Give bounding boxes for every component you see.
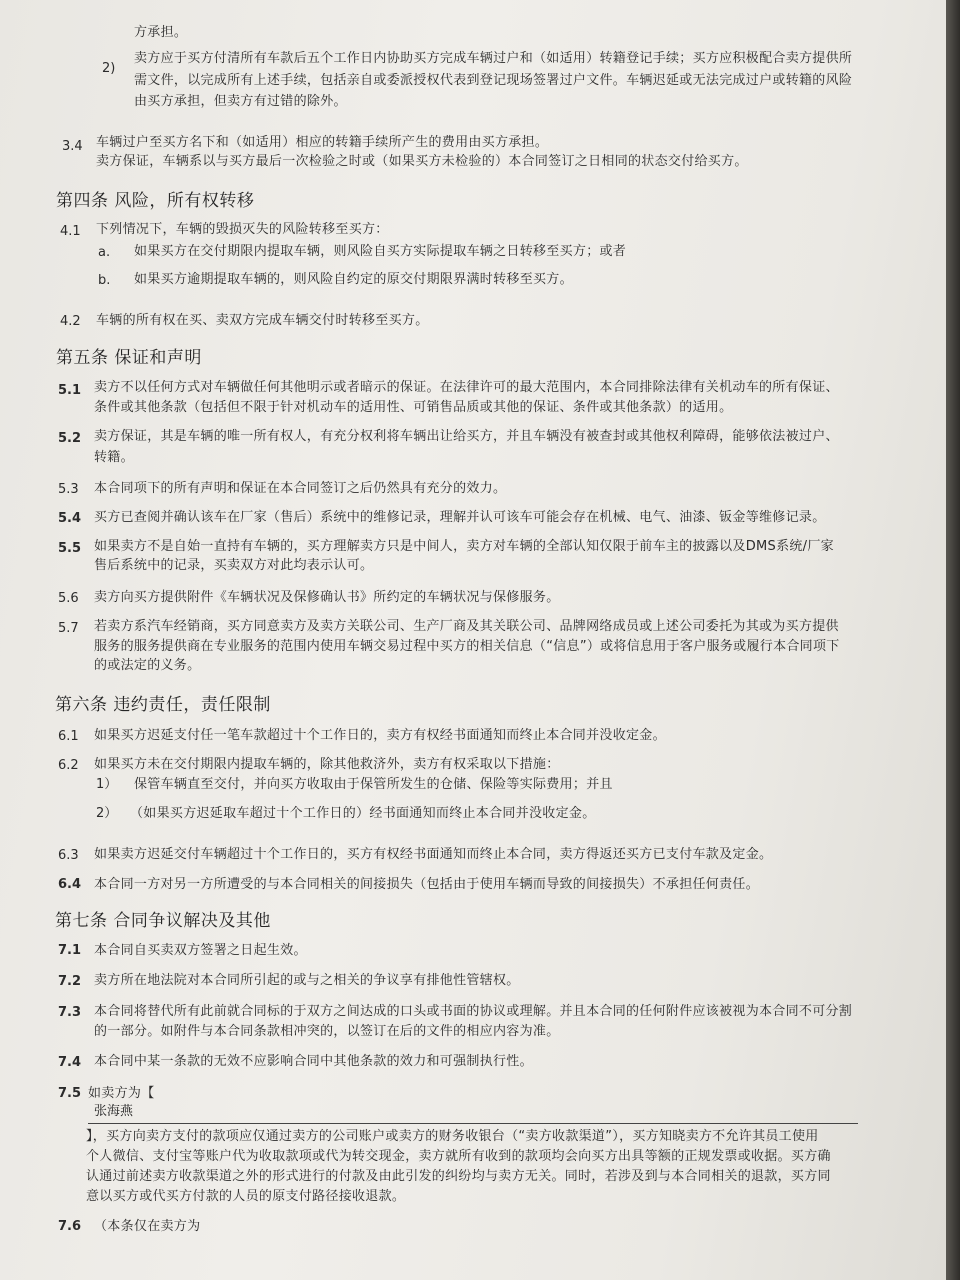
fill-in-blank [88, 1101, 858, 1124]
text-line: 如卖方为【 [88, 1086, 155, 1101]
text-line: 如果买方迟延支付任一笔车款超过十个工作日的，卖方有权经书面通知而终止本合同并没收定金。 [94, 728, 666, 743]
text-line: 买方已查阅并确认该车在厂家（售后）系统中的维修记录，理解并认可该车可能会存在机械、电气、油漆、钣金等维修记录。 [94, 510, 826, 525]
text-line: 卖方向买方提供附件《车辆状况及保修确认书》所约定的车辆状况与保修服务。 [94, 590, 560, 605]
text-line: 如果买方未在交付期限内提取车辆的，除其他救济外，卖方有权采取以下措施： [94, 757, 560, 772]
text-line: 卖方所在地法院对本合同所引起的或与之相关的争议享有排他性管辖权。 [94, 973, 520, 988]
section-heading: 第六条 违约责任，责任限制 [55, 695, 271, 715]
filled-seller-name: 张海燕 [94, 1104, 134, 1119]
text-line: 如果买方在交付期限内提取车辆，则风险自买方实际提取车辆之日转移至买方；或者 [134, 244, 627, 259]
clause-number: 5.2 [58, 431, 82, 446]
text-line: 本合同中某一条款的无效不应影响合同中其他条款的效力和可强制执行性。 [94, 1054, 533, 1069]
text-line: 如果卖方迟延交付车辆超过十个工作日的，买方有权经书面通知而终止本合同，卖方得返还买方已支付车款及定金。 [94, 847, 773, 862]
clause-number: 5.6 [58, 591, 79, 606]
clause-number: 5.3 [58, 482, 79, 497]
clause-number: 7.3 [58, 1005, 82, 1020]
item-number: 2） [96, 806, 118, 821]
clause-number: 6.1 [58, 729, 79, 744]
text-line: 如果卖方不是自始一直持有车辆的，买方理解卖方只是中间人，卖方对车辆的全部认知仅限于前车主的披露以及DMS系统/厂家 [94, 539, 834, 554]
clause-number: 6.3 [58, 848, 79, 863]
item-number: 1） [96, 777, 118, 792]
item-number: 2) [102, 61, 116, 76]
clause-number: 4.1 [60, 224, 81, 239]
text-line: （如果买方迟延取车超过十个工作日的）经书面通知而终止本合同并没收定金。 [130, 806, 596, 821]
section-heading: 第四条 风险，所有权转移 [56, 191, 255, 211]
text-line: 个人微信、支付宝等账户代为收取款项或代为转交现金，卖方就所有收到的款项均会向买方出具等额的正规发票或收据。买方确 [86, 1149, 831, 1164]
text-line: 若卖方系汽车经销商，买方同意卖方及卖方关联公司、生产厂商及其关联公司、品牌网络成员或上述公司委托为其或为买方提供 [94, 619, 839, 634]
section-heading: 第七条 合同争议解决及其他 [55, 911, 271, 931]
text-line: 的或法定的义务。 [94, 658, 201, 673]
clause-number: 6.4 [58, 877, 82, 892]
clause-number: 7.2 [58, 974, 82, 989]
section-heading: 第五条 保证和声明 [56, 348, 202, 368]
text-line: 由买方承担，但卖方有过错的除外。 [134, 94, 347, 109]
page-edge-shadow [946, 0, 960, 1280]
text-line: 需文件，以完成所有上述手续，包括亲自或委派授权代表到登记现场签署过户文件。车辆迟延或无法完成过户或转籍的风险 [134, 73, 853, 88]
item-number: b. [98, 273, 111, 288]
clause-number: 4.2 [60, 314, 81, 329]
text-line: 】，买方向卖方支付的款项应仅通过卖方的公司账户或卖方的财务收银台（“卖方收款渠道”），买方知晓卖方不允许其员工使用 [86, 1129, 819, 1144]
clause-number: 7.6 [58, 1219, 82, 1234]
text-line: 本合同自买卖双方签署之日起生效。 [94, 943, 307, 958]
clause-number: 5.1 [58, 383, 82, 398]
item-number: a. [98, 245, 111, 260]
clause-number: 5.7 [58, 621, 79, 636]
text-line: （本条仅在卖方为 [94, 1219, 201, 1234]
clause-number: 7.1 [58, 943, 82, 958]
text-line: 卖方保证，其是车辆的唯一所有权人，有充分权利将车辆出让给买方，并且车辆没有被查封或其他权利障碍，能够依法被过户、 [94, 429, 839, 444]
text-line: 认通过前述卖方收款渠道之外的形式进行的付款及由此引发的纠纷均与卖方无关。同时，若涉及到与本合同相关的退款，买方同 [86, 1169, 831, 1184]
text-line: 卖方应于买方付清所有车款后五个工作日内协助买方完成车辆过户和（如适用）转籍登记手续；买方应积极配合卖方提供所 [134, 51, 853, 66]
text-line: 本合同将替代所有此前就合同标的于双方之间达成的口头或书面的协议或理解。并且本合同的任何附件应该被视为本合同不可分割 [94, 1004, 853, 1019]
text-line: 卖方不以任何方式对车辆做任何其他明示或者暗示的保证。在法律许可的最大范围内，本合同排除法律有关机动车的所有保证、 [94, 380, 839, 395]
text-line: 本合同项下的所有声明和保证在本合同签订之后仍然具有充分的效力。 [94, 481, 507, 496]
clause-number: 6.2 [58, 758, 79, 773]
text-line: 方承担。 [134, 25, 188, 40]
text-line: 如果买方逾期提取车辆的，则风险自约定的原交付期限界满时转移至买方。 [134, 272, 573, 287]
text-line: 卖方保证，车辆系以与买方最后一次检验之时或（如果买方未检验的）本合同签订之日相同的状态交付给买方。 [96, 154, 748, 169]
text-line: 条件或其他条款（包括但不限于针对机动车的适用性、可销售品质或其他的保证、条件或其他条款）的适用。 [94, 400, 733, 415]
text-line: 车辆过户至买方名下和（如适用）相应的转籍手续所产生的费用由买方承担。 [96, 135, 549, 150]
text-line: 售后系统中的记录，买卖双方对此均表示认可。 [94, 558, 374, 573]
clause-number: 7.4 [58, 1055, 82, 1070]
clause-number: 5.5 [58, 541, 82, 556]
text-line: 服务的服务提供商在专业服务的范围内使用车辆交易过程中买方的相关信息（“信息”）或将信息用于客户服务或履行本合同项下 [94, 639, 840, 654]
clause-number: 7.5 [58, 1086, 82, 1101]
text-line: 本合同一方对另一方所遭受的与本合同相关的间接损失（包括由于使用车辆而导致的间接损失）不承担任何责任。 [94, 877, 760, 892]
clause-number: 3.4 [62, 139, 83, 154]
text-line: 保管车辆直至交付，并向买方收取由于保管所发生的仓储、保险等实际费用；并且 [134, 777, 613, 792]
text-line: 下列情况下，车辆的毁损灭失的风险转移至买方： [96, 222, 389, 237]
text-line: 车辆的所有权在买、卖双方完成车辆交付时转移至买方。 [96, 313, 429, 328]
text-line: 意以买方或代买方付款的人员的原支付路径接收退款。 [86, 1189, 406, 1204]
clause-number: 5.4 [58, 511, 82, 526]
text-line: 的一部分。如附件与本合同条款相冲突的，以签订在后的文件的相应内容为准。 [94, 1024, 560, 1039]
text-line: 转籍。 [94, 450, 134, 465]
